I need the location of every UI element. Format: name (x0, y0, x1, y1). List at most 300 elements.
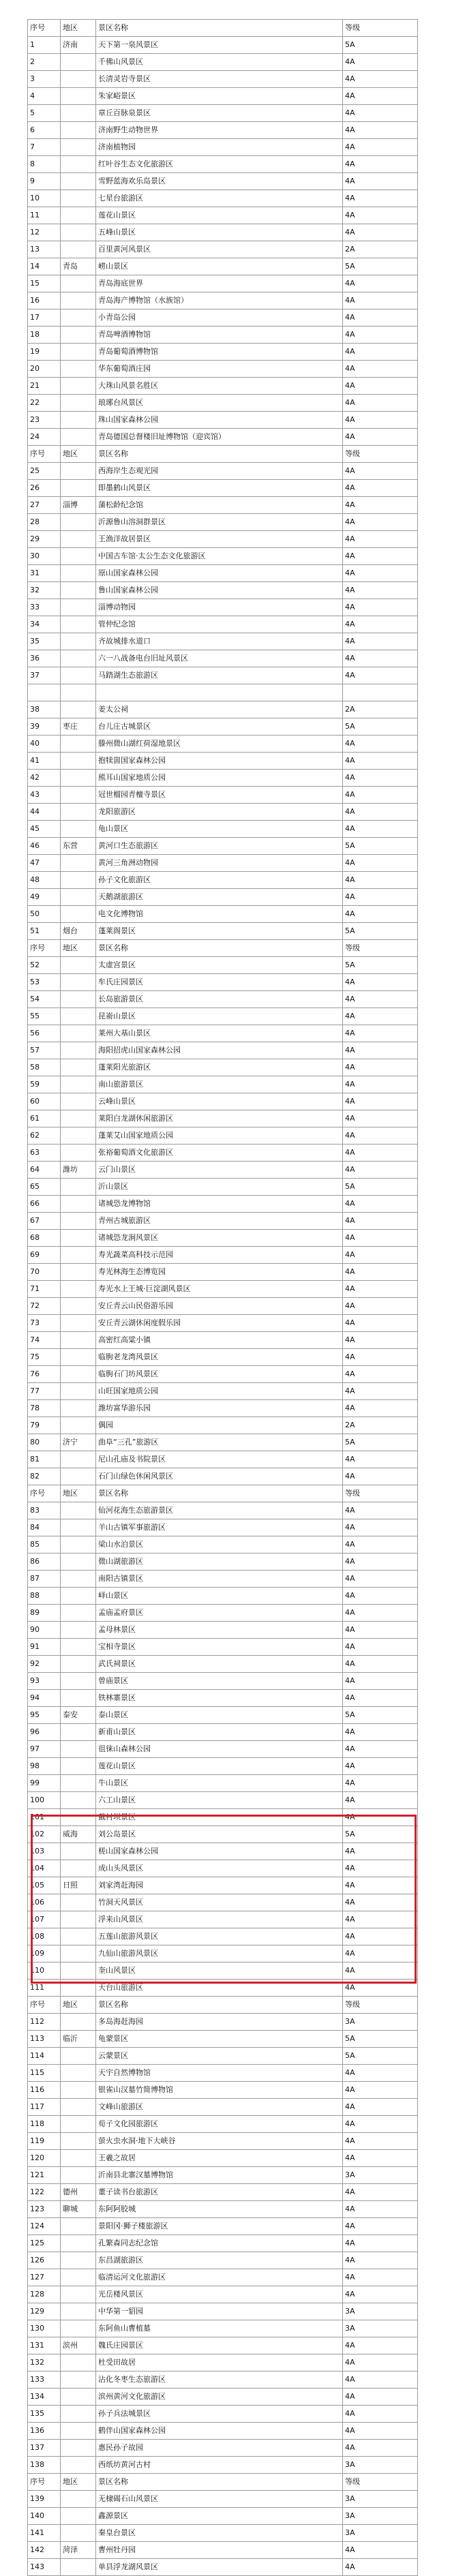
region-cell (61, 2065, 96, 2082)
grade-cell: 3A (343, 2167, 418, 2184)
region-cell (61, 855, 96, 872)
region-cell: 潍坊 (61, 1162, 96, 1179)
grade-cell: 3A (343, 2303, 418, 2320)
table-row (28, 599, 418, 616)
table-row (28, 1656, 418, 1673)
grade-cell: 5A (343, 258, 418, 275)
region-cell (61, 1963, 96, 1980)
grade-cell: 4A (343, 2542, 418, 2559)
serial-number-cell: 97 (28, 1741, 61, 1758)
region-cell (61, 889, 96, 906)
scenic-name-cell: 景区名称 (96, 940, 343, 957)
table-row (28, 2116, 418, 2133)
grade-cell: 2A (343, 241, 418, 258)
region-cell: 威海 (61, 1826, 96, 1843)
scenic-name-cell: 莱州大基山景区 (96, 1025, 343, 1042)
serial-number-cell: 39 (28, 718, 61, 736)
region-cell (61, 361, 96, 378)
table-row (28, 770, 418, 787)
grade-cell: 4A (343, 889, 418, 906)
grade-cell: 4A (343, 2099, 418, 2116)
table-row (28, 2337, 418, 2354)
serial-number-cell: 38 (28, 701, 61, 718)
scenic-name-cell: 曹州牡丹园 (96, 2542, 343, 2559)
table-row (28, 2133, 418, 2150)
grade-cell: 4A (343, 2150, 418, 2167)
grade-cell: 4A (343, 1758, 418, 1775)
serial-number-cell: 111 (28, 1980, 61, 1997)
grade-cell: 4A (343, 2406, 418, 2423)
scenic-name-cell: 刘家湾赶海园 (96, 1877, 343, 1894)
grade-cell: 4A (343, 71, 418, 88)
table-row (28, 2354, 418, 2372)
serial-number-cell: 31 (28, 565, 61, 582)
serial-number-cell: 88 (28, 1588, 61, 1605)
table-row (28, 2150, 418, 2167)
table-row (28, 1059, 418, 1076)
grade-cell: 4A (343, 991, 418, 1008)
serial-number-cell: 19 (28, 344, 61, 361)
region-cell (61, 480, 96, 497)
grade-cell: 4A (343, 361, 418, 378)
serial-number-cell: 32 (28, 582, 61, 599)
region-cell (61, 1093, 96, 1110)
scenic-name-cell: 抱犊崮国家森林公园 (96, 753, 343, 770)
region-cell (61, 139, 96, 156)
table-row (28, 872, 418, 889)
grade-cell: 4A (343, 2218, 418, 2235)
serial-number-cell: 13 (28, 241, 61, 258)
serial-number-cell: 3 (28, 71, 61, 88)
scenic-name-cell: 小青岛公园 (96, 309, 343, 327)
table-row (28, 1877, 418, 1894)
grade-cell: 4A (343, 1196, 418, 1213)
region-cell: 地区 (61, 940, 96, 957)
table-header-row (28, 1485, 418, 1502)
table-row (28, 1980, 418, 1997)
region-cell (61, 2303, 96, 2320)
grade-cell: 4A (343, 1110, 418, 1127)
table-row (28, 1690, 418, 1707)
grade-cell: 4A (343, 1145, 418, 1162)
region-cell (61, 1758, 96, 1775)
region-cell: 枣庄 (61, 718, 96, 736)
grade-cell: 4A (343, 2082, 418, 2099)
table-row (28, 821, 418, 838)
scenic-name-cell: 天下第一泉风景区 (96, 37, 343, 54)
scenic-name-cell: 景区名称 (96, 2474, 343, 2491)
serial-number-cell: 95 (28, 1707, 61, 1724)
table-row (28, 54, 418, 71)
table-header-row (28, 446, 418, 463)
table-row (28, 2372, 418, 2389)
serial-number-cell: 9 (28, 173, 61, 190)
grade-cell: 4A (343, 275, 418, 292)
region-cell (61, 548, 96, 565)
grade-cell: 4A (343, 122, 418, 139)
grade-cell: 4A (343, 906, 418, 923)
serial-number-cell: 4 (28, 88, 61, 105)
grade-cell: 4A (343, 1008, 418, 1025)
scenic-name-cell: 大珠山风景名胜区 (96, 378, 343, 395)
scenic-name-cell: 天宇自然博物馆 (96, 2065, 343, 2082)
grade-cell: 4A (343, 327, 418, 344)
grade-cell: 4A (343, 224, 418, 241)
serial-number-cell: 108 (28, 1928, 61, 1945)
region-cell: 淄博 (61, 497, 96, 514)
serial-number-cell: 15 (28, 275, 61, 292)
scenic-spot-table (27, 19, 418, 2576)
region-cell (61, 1179, 96, 1196)
region-cell (61, 105, 96, 122)
table-row (28, 2286, 418, 2303)
grade-cell: 4A (343, 2184, 418, 2201)
table-row (28, 2235, 418, 2252)
table-row (28, 1588, 418, 1605)
serial-number-cell: 128 (28, 2286, 61, 2303)
region-cell (61, 88, 96, 105)
table-row (28, 1809, 418, 1826)
table-header-row (28, 1997, 418, 2014)
scenic-name-cell: 泰山景区 (96, 1707, 343, 1724)
grade-cell: 4A (343, 1536, 418, 1554)
grade-cell: 4A (343, 1877, 418, 1894)
serial-number-cell: 80 (28, 1434, 61, 1451)
grade-cell: 4A (343, 1980, 418, 1997)
grade-cell: 2A (343, 701, 418, 718)
table-row (28, 2525, 418, 2542)
scenic-name-cell: 曾庙景区 (96, 1673, 343, 1690)
serial-number-cell: 90 (28, 1622, 61, 1639)
region-cell (61, 1639, 96, 1656)
region-cell (61, 1366, 96, 1383)
table-row (28, 1945, 418, 1963)
scenic-name-cell: 魏氏庄园景区 (96, 2337, 343, 2354)
grade-cell: 4A (343, 1451, 418, 1468)
table-row (28, 1860, 418, 1877)
scenic-name-cell: 黄河三角洲动物园 (96, 855, 343, 872)
scenic-name-cell: 仙河花海生态旅游景区 (96, 1502, 343, 1519)
grade-cell: 5A (343, 1434, 418, 1451)
region-cell (61, 2286, 96, 2303)
region-cell (61, 2252, 96, 2269)
grade-cell: 4A (343, 548, 418, 565)
table-row (28, 1673, 418, 1690)
region-cell (61, 309, 96, 327)
region-cell (61, 1911, 96, 1928)
table-row (28, 1554, 418, 1571)
region-cell (61, 616, 96, 633)
region-cell (61, 224, 96, 241)
scenic-name-cell: 熊耳山国家地质公园 (96, 770, 343, 787)
table-row (28, 1008, 418, 1025)
scenic-name-cell: 姜太公祠 (96, 701, 343, 718)
grade-cell: 4A (343, 2116, 418, 2133)
serial-number-cell: 70 (28, 1264, 61, 1281)
region-cell (61, 1247, 96, 1264)
grade-cell: 4A (343, 88, 418, 105)
serial-number-cell: 46 (28, 838, 61, 855)
scenic-name-cell: 临朐老龙湾风景区 (96, 1349, 343, 1366)
serial-number-cell: 69 (28, 1247, 61, 1264)
grade-cell: 5A (343, 2031, 418, 2048)
region-cell (61, 736, 96, 753)
grade-cell: 4A (343, 1945, 418, 1963)
serial-number-cell: 106 (28, 1894, 61, 1911)
grade-cell: 4A (343, 1928, 418, 1945)
serial-number-cell: 83 (28, 1502, 61, 1519)
region-cell (61, 2014, 96, 2031)
grade-cell: 4A (343, 2286, 418, 2303)
grade-cell: 4A (343, 1264, 418, 1281)
region-cell (61, 514, 96, 531)
scenic-name-cell: 石门山绿色休闲风景区 (96, 1468, 343, 1485)
table-row (28, 2423, 418, 2440)
grade-cell: 4A (343, 1519, 418, 1536)
serial-number-cell: 130 (28, 2320, 61, 2337)
scenic-name-cell: 新甫山景区 (96, 1724, 343, 1741)
grade-cell: 4A (343, 1383, 418, 1400)
grade-cell: 4A (343, 855, 418, 872)
scenic-name-cell: 原山国家森林公园 (96, 565, 343, 582)
region-cell (61, 207, 96, 224)
region-cell (61, 1008, 96, 1025)
table-row (28, 2320, 418, 2337)
table-row (28, 1741, 418, 1758)
region-cell (61, 1519, 96, 1536)
serial-number-cell: 102 (28, 1826, 61, 1843)
grade-cell: 4A (343, 1162, 418, 1179)
table-row (28, 1145, 418, 1162)
grade-cell: 4A (343, 2201, 418, 2218)
table-row (28, 2252, 418, 2269)
grade-cell: 4A (343, 1127, 418, 1145)
table-row (28, 1571, 418, 1588)
scenic-name-cell: 王渔洋故居景区 (96, 531, 343, 548)
serial-number-cell: 26 (28, 480, 61, 497)
table-row (28, 906, 418, 923)
scenic-name-cell: 槎山国家森林公园 (96, 1843, 343, 1860)
region-cell (61, 2218, 96, 2235)
region-cell (61, 1076, 96, 1093)
table-row (28, 37, 418, 54)
region-cell (61, 2440, 96, 2457)
region-cell (61, 1673, 96, 1690)
table-row (28, 1468, 418, 1485)
region-cell: 菏泽 (61, 2542, 96, 2559)
scenic-name-cell: 珠山国家森林公园 (96, 412, 343, 429)
scenic-name-cell: 东阿阿胶城 (96, 2201, 343, 2218)
table-row (28, 565, 418, 582)
table-row (28, 463, 418, 480)
serial-number-cell: 140 (28, 2508, 61, 2525)
grade-cell: 4A (343, 1502, 418, 1519)
scenic-name-cell: 寿光蔬菜高科技示范园 (96, 1247, 343, 1264)
region-cell (61, 327, 96, 344)
region-cell (61, 2372, 96, 2389)
grade-cell: 4A (343, 2269, 418, 2286)
table-row (28, 1093, 418, 1110)
region-cell: 烟台 (61, 923, 96, 940)
region-cell (61, 1894, 96, 1911)
grade-cell: 5A (343, 718, 418, 736)
serial-number-cell: 53 (28, 974, 61, 991)
grade-cell: 4A (343, 1588, 418, 1605)
region-cell (61, 906, 96, 923)
region-cell (61, 599, 96, 616)
scenic-name-cell: 南阳古镇景区 (96, 1571, 343, 1588)
region-cell (61, 1230, 96, 1247)
scenic-name-cell: 鑫源景区 (96, 2508, 343, 2525)
scenic-name-cell: 青州古城旅游区 (96, 1213, 343, 1230)
grade-cell: 4A (343, 974, 418, 991)
grade-cell: 4A (343, 190, 418, 207)
grade-cell: 5A (343, 37, 418, 54)
table-row (28, 344, 418, 361)
region-cell (61, 787, 96, 804)
table-row (28, 429, 418, 446)
scenic-name-cell: 济南野生动物世界 (96, 122, 343, 139)
grade-cell: 4A (343, 1605, 418, 1622)
grade-cell: 等级 (343, 1997, 418, 2014)
serial-number-cell: 50 (28, 906, 61, 923)
region-cell (61, 1980, 96, 1997)
table-row (28, 241, 418, 258)
grade-cell: 等级 (343, 2474, 418, 2491)
table-header-row (28, 20, 418, 37)
table-row (28, 173, 418, 190)
region-cell (61, 173, 96, 190)
table-row (28, 787, 418, 804)
grade-cell: 3A (343, 2014, 418, 2031)
scenic-name-cell: 沂山景区 (96, 1179, 343, 1196)
scenic-name-cell: 孟母林景区 (96, 1622, 343, 1639)
region-cell (61, 344, 96, 361)
scenic-name-cell: 王羲之故居 (96, 2150, 343, 2167)
scenic-name-cell: 蓬莱阳光旅游区 (96, 1059, 343, 1076)
table-row (28, 633, 418, 650)
scenic-name-cell: 沾化冬枣生态旅游区 (96, 2372, 343, 2389)
table-row (28, 1963, 418, 1980)
scenic-name-cell: 七星台旅游区 (96, 190, 343, 207)
scenic-name-cell: 西纸坊黄河古村 (96, 2457, 343, 2474)
grade-cell: 4A (343, 1656, 418, 1673)
scenic-name-cell: 龟蒙景区 (96, 2031, 343, 2048)
scenic-name-cell: 济南植物园 (96, 139, 343, 156)
scenic-name-cell: 张裕葡萄酒文化旅游区 (96, 1145, 343, 1162)
scenic-name-cell: 尼山孔庙及书院景区 (96, 1451, 343, 1468)
scenic-name-cell: 琅琊台风景区 (96, 395, 343, 412)
serial-number-cell: 51 (28, 923, 61, 940)
serial-number-cell: 77 (28, 1383, 61, 1400)
scenic-name-cell: 铁林寨景区 (96, 1690, 343, 1707)
serial-number-cell (28, 684, 61, 701)
scenic-name-cell: 六工山景区 (96, 1792, 343, 1809)
table-row (28, 736, 418, 753)
grade-cell: 4A (343, 821, 418, 838)
table-row (28, 1127, 418, 1145)
serial-number-cell: 10 (28, 190, 61, 207)
table-row (28, 1110, 418, 1127)
table-row (28, 378, 418, 395)
grade-cell: 4A (343, 2423, 418, 2440)
scenic-name-cell: 景区名称 (96, 1485, 343, 1502)
scenic-name-cell: 浮来山风景区 (96, 1911, 343, 1928)
serial-number-cell: 18 (28, 327, 61, 344)
grade-cell: 4A (343, 1349, 418, 1366)
serial-number-cell: 136 (28, 2423, 61, 2440)
region-cell (61, 2320, 96, 2337)
serial-number-cell: 115 (28, 2065, 61, 2082)
scenic-name-cell: 孟庙孟府景区 (96, 1605, 343, 1622)
grade-cell: 4A (343, 2133, 418, 2150)
serial-number-cell: 61 (28, 1110, 61, 1127)
table-row (28, 139, 418, 156)
serial-number-cell: 131 (28, 2337, 61, 2354)
region-cell (61, 1605, 96, 1622)
serial-number-cell: 133 (28, 2372, 61, 2389)
grade-cell: 4A (343, 1093, 418, 1110)
serial-number-cell: 66 (28, 1196, 61, 1213)
scenic-spot-table-sheet (27, 19, 417, 2576)
serial-number-cell: 序号 (28, 20, 61, 37)
region-cell (61, 1059, 96, 1076)
scenic-name-cell: 惠民孙子故园 (96, 2440, 343, 2457)
region-cell (61, 2525, 96, 2542)
scenic-name-cell: 龟山景区 (96, 821, 343, 838)
table-row (28, 753, 418, 770)
region-cell (61, 2423, 96, 2440)
grade-cell: 4A (343, 2065, 418, 2082)
grade-cell: 4A (343, 429, 418, 446)
serial-number-cell: 44 (28, 804, 61, 821)
grade-cell: 4A (343, 207, 418, 224)
scenic-name-cell: 荀子文化园旅游区 (96, 2116, 343, 2133)
grade-cell: 4A (343, 1963, 418, 1980)
serial-number-cell: 110 (28, 1963, 61, 1980)
grade-cell: 4A (343, 514, 418, 531)
serial-number-cell: 28 (28, 514, 61, 531)
region-cell (61, 633, 96, 650)
region-cell (61, 54, 96, 71)
table-row (28, 1894, 418, 1911)
grade-cell: 4A (343, 309, 418, 327)
grade-cell: 4A (343, 1230, 418, 1247)
serial-number-cell: 42 (28, 770, 61, 787)
scenic-name-cell: 微山湖旅游区 (96, 1554, 343, 1571)
table-row (28, 1519, 418, 1536)
grade-cell: 4A (343, 531, 418, 548)
region-cell (61, 991, 96, 1008)
serial-number-cell: 74 (28, 1332, 61, 1349)
scenic-name-cell: 无棣碣石山风景区 (96, 2491, 343, 2508)
serial-number-cell: 92 (28, 1656, 61, 1673)
table-row (28, 2031, 418, 2048)
scenic-name-cell: 华东葡萄酒庄园 (96, 361, 343, 378)
table-row (28, 1366, 418, 1383)
table-row (28, 1843, 418, 1860)
table-row (28, 2048, 418, 2065)
table-row (28, 1230, 418, 1247)
scenic-name-cell: 孙子兵法城景区 (96, 2406, 343, 2423)
serial-number-cell: 71 (28, 1281, 61, 1298)
serial-number-cell: 65 (28, 1179, 61, 1196)
region-cell (61, 2491, 96, 2508)
grade-cell: 4A (343, 1554, 418, 1571)
scenic-name-cell: 景阳冈·狮子楼旅游区 (96, 2218, 343, 2235)
table-row (28, 1911, 418, 1928)
serial-number-cell: 36 (28, 650, 61, 667)
